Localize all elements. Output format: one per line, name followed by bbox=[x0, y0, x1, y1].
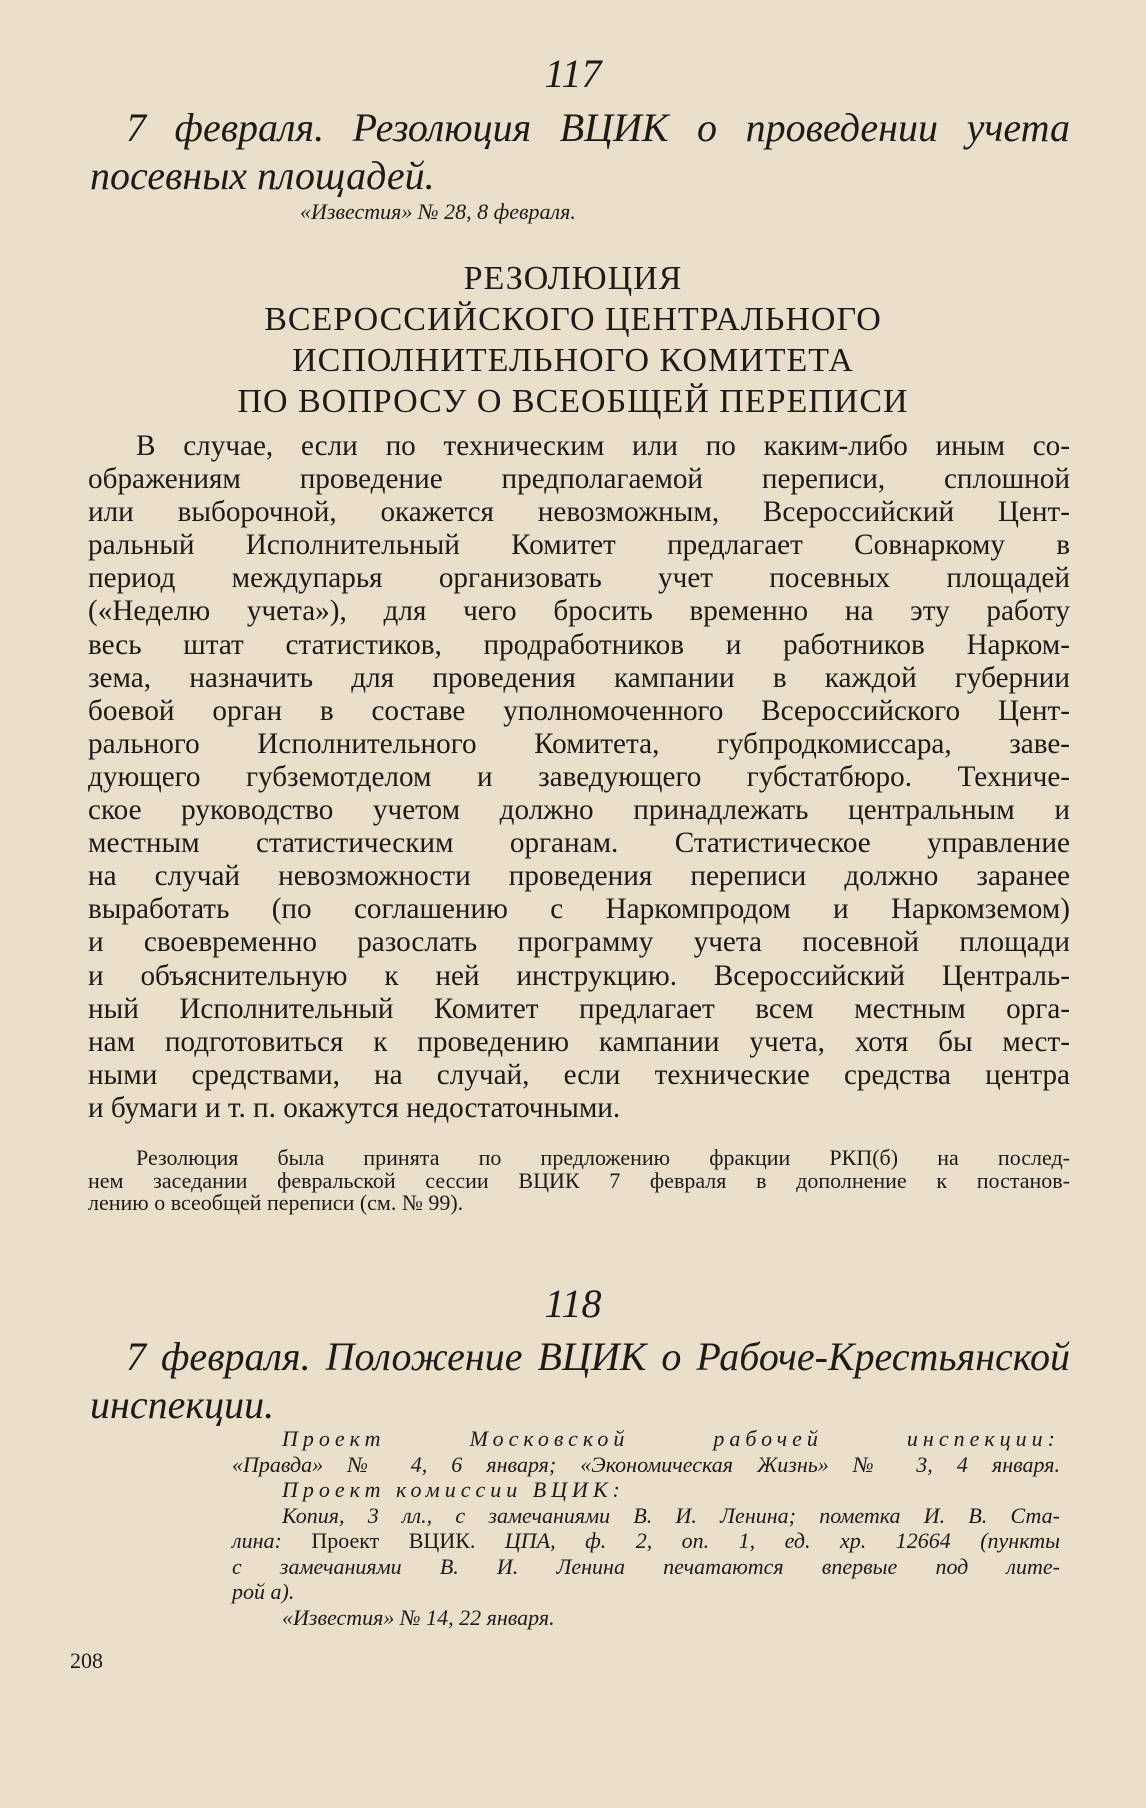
body-line: местным статистическим органам. Статистическое управление bbox=[88, 827, 1070, 860]
body-line: период междупарья организовать учет посевных площадей bbox=[88, 562, 1070, 595]
body-line: на случай невозможности проведения переписи должно заранее bbox=[88, 860, 1070, 893]
source-fragment: лина: bbox=[232, 1528, 282, 1553]
source-fragment: Проект ВЦИК. bbox=[311, 1528, 476, 1553]
source-line bbox=[232, 1528, 1060, 1554]
body-line: выработать (по соглашению с Наркомпродом и Наркомземом) bbox=[88, 893, 1070, 926]
body-line: зема, назначить для проведения кампании в каждой губернии bbox=[88, 661, 1070, 694]
source-line: рой а). bbox=[232, 1579, 295, 1604]
body-line: и своевременно разослать программу учета посевной площади bbox=[88, 926, 1070, 959]
body-line: боевой орган в составе уполномоченного Всероссийского Цент- bbox=[88, 694, 1070, 727]
heading-line: инспекции. bbox=[90, 1382, 275, 1427]
document-number-118: 118 bbox=[544, 1281, 602, 1326]
source-label: Проект комиссии ВЦИК: bbox=[282, 1477, 625, 1502]
source-citations-118 bbox=[232, 1426, 1060, 1630]
body-line: нам подготовиться к проведению кампании учета, хотя бы мест- bbox=[88, 1025, 1070, 1058]
heading-line: посевных площадей. bbox=[90, 153, 435, 198]
body-line: или выборочной, окажется невозможным, Всероссийский Цент- bbox=[88, 496, 1070, 529]
heading-line: 7 февраля. Положение ВЦИК о Рабоче-Крестьянской bbox=[126, 1334, 1070, 1379]
source-line: «Правда» № 4, 6 января; «Экономическая Жизнь» № 3, 4 января. bbox=[232, 1451, 1060, 1477]
note-line: нем заседании февральской сессии ВЦИК 7 февраля в дополнение к постанов- bbox=[88, 1167, 1070, 1193]
document-number-117: 117 bbox=[544, 51, 602, 96]
heading-line: 7 февраля. Резолюция ВЦИК о проведении учета bbox=[126, 105, 1070, 150]
body-line: («Неделю учета»), для чего бросить временно на эту работу bbox=[88, 595, 1070, 628]
source-line: с замечаниями В. И. Ленина печатаются впервые под лите- bbox=[232, 1553, 1060, 1579]
note-line: Резолюция была принята по предложению фракции РКП(б) на послед- bbox=[136, 1145, 1070, 1170]
body-line: рального Исполнительного Комитета, губпродкомиссара, заве- bbox=[88, 727, 1070, 760]
body-line: и бумаги и т. п. окажутся недостаточными. bbox=[88, 1091, 621, 1124]
resolution-title bbox=[0, 258, 1146, 422]
editorial-note-117 bbox=[88, 1147, 1070, 1215]
body-line: ный Исполнительный Комитет предлагает всем местным орга- bbox=[88, 992, 1070, 1025]
title-line: ВСЕРОССИЙСКОГО ЦЕНТРАЛЬНОГО bbox=[264, 301, 882, 338]
note-line: лению о всеобщей переписи (см. № 99). bbox=[88, 1190, 464, 1215]
body-line: дующего губземотделом и заведующего губстатбюро. Техниче- bbox=[88, 760, 1070, 793]
source-line: «Известия» № 14, 22 января. bbox=[282, 1604, 555, 1630]
title-line: ИСПОЛНИТЕЛЬНОГО КОМИТЕТА bbox=[292, 342, 854, 379]
body-line: весь штат статистиков, продработников и работников Нарком- bbox=[88, 628, 1070, 661]
source-label: Проект Московской рабочей инспекции: bbox=[282, 1426, 1060, 1451]
title-line: ПО ВОПРОСУ О ВСЕОБЩЕЙ ПЕРЕПИСИ bbox=[237, 383, 909, 420]
title-line: РЕЗОЛЮЦИЯ bbox=[463, 260, 683, 297]
resolution-body bbox=[88, 430, 1070, 1125]
body-line: и объяснительную к ней инструкцию. Всероссийский Централь- bbox=[88, 959, 1070, 992]
source-citation-117: «Известия» № 28, 8 февраля. bbox=[300, 199, 576, 224]
page-number: 208 bbox=[70, 1648, 103, 1673]
body-line: ображениям проведение предполагаемой переписи, сплошной bbox=[88, 463, 1070, 496]
source-fragment: ЦПА, ф. 2, оп. 1, ед. хр. 12664 (пункты bbox=[504, 1528, 1061, 1553]
body-line: ральный Исполнительный Комитет предлагает Совнаркому в bbox=[88, 529, 1070, 562]
document-heading-118 bbox=[90, 1333, 1070, 1429]
body-line: В случае, если по техническим или по каким-либо иным со- bbox=[136, 430, 1070, 462]
source-line: Копия, 3 лл., с замечаниями В. И. Ленина; пометка И. В. Ста- bbox=[282, 1502, 1060, 1528]
body-line: ными средствами, на случай, если технические средства центра bbox=[88, 1058, 1070, 1091]
body-line: ское руководство учетом должно принадлежать центральным и bbox=[88, 794, 1070, 827]
document-heading-117 bbox=[90, 104, 1070, 200]
